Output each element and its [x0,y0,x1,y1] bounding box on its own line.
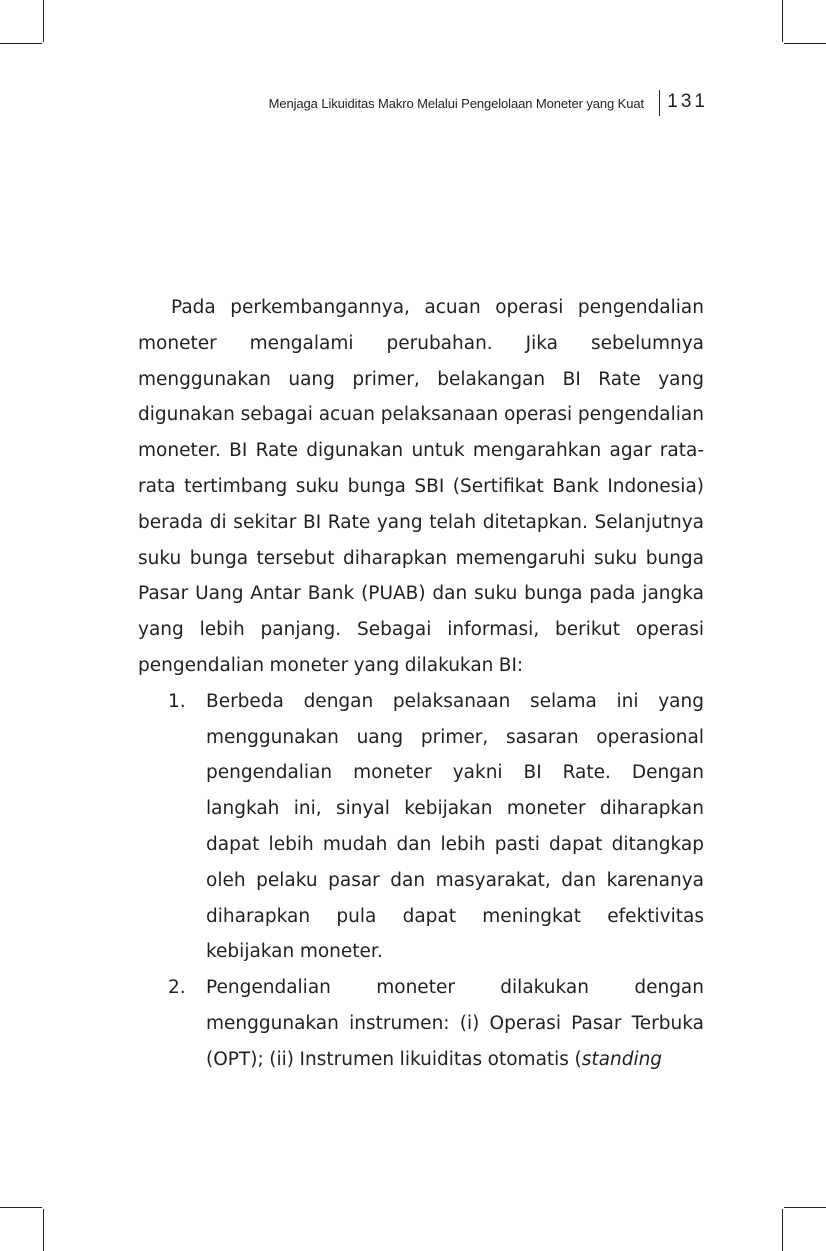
crop-mark-bottom-left-v [43,1209,44,1251]
running-header [200,90,710,116]
list-item-number: 2. [168,977,186,999]
list-item [138,970,704,1077]
crop-mark-top-right-v [782,0,783,42]
body-paragraph: Pada perkembangannya, acuan operasi pengendalian moneter mengalami perubahan. Jika sebelumnya menggunakan uang primer, belakangan BI Rate yang digunakan sebagai acuan pelaksanaan operasi pengendalian moneter. BI Rate digunakan untuk mengarahkan agar rata-rata tertimbang suku bunga SBI (Sertifikat Bank Indonesia) berada di sekitar BI Rate yang telah ditetapkan. Selanjutnya suku bunga tersebut diharapkan memengaruhi suku bunga Pasar Uang Antar Bank (PUAB) dan suku bunga pada jangka yang lebih panjang. Sebagai informasi, berikut operasi pengendalian moneter yang dilakukan BI: [138,297,704,676]
crop-mark-top-right-h [784,43,826,44]
crop-mark-top-left-h [0,43,42,44]
list-item-number: 1. [168,690,186,712]
crop-mark-bottom-left-h [0,1207,42,1208]
numbered-list [138,684,704,1078]
crop-mark-top-left-v [43,0,44,42]
list-item-italic-term: standing [581,1048,663,1070]
chapter-title: Menjaga Likuiditas Makro Melalui Pengelolaan Moneter yang Kuat [268,96,644,111]
list-item-text: Berbeda dengan pelaksanaan selama ini yang menggunakan uang primer, sasaran operasional pengendalian moneter yakni BI Rate. Dengan langkah ini, sinyal kebijakan moneter diharapkan dapat lebih mudah dan lebih pasti dapat ditangkap oleh pelaku pasar dan masyarakat, dan karenanya diharapkan pula dapat meningkat efektivitas kebijakan moneter. [206,690,704,963]
crop-mark-bottom-right-v [782,1209,783,1251]
list-item-text: Pengendalian moneter dilakukan dengan menggunakan instrumen: (i) Operasi Pasar Terbuka (OPT); (ii) Instrumen likuiditas otomatis ( [206,977,704,1070]
page-number: 131 [667,91,708,112]
header-divider [659,90,660,116]
list-item [138,684,704,970]
crop-mark-bottom-right-h [784,1207,826,1208]
page-body [138,290,704,1078]
